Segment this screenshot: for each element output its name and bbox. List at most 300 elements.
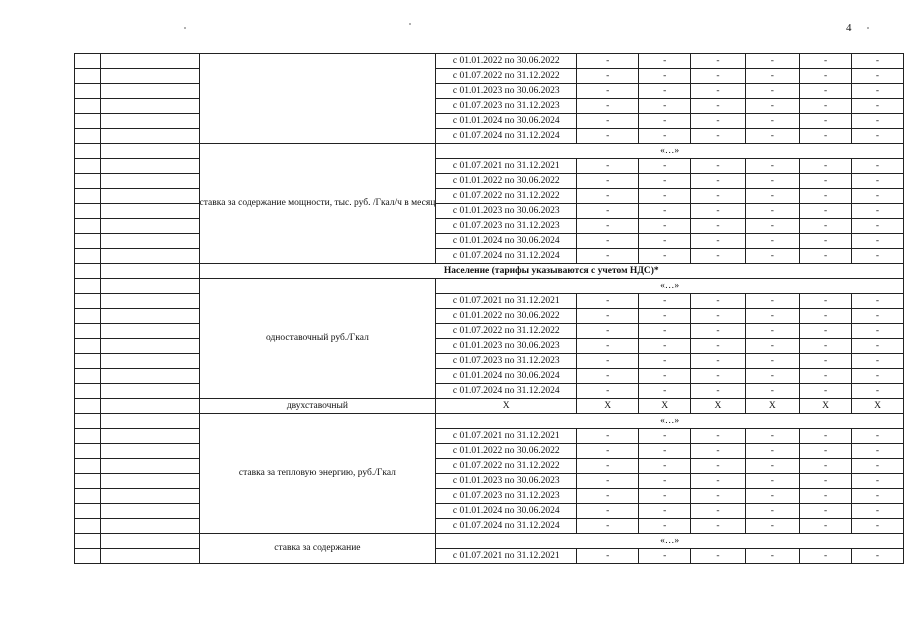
number-cell xyxy=(75,174,101,189)
value-cell: - xyxy=(745,324,799,339)
value-cell: - xyxy=(745,369,799,384)
value-cell: - xyxy=(745,354,799,369)
value-cell: - xyxy=(852,204,904,219)
table-row xyxy=(75,249,904,264)
period-cell: с 01.07.2022 по 31.12.2022 xyxy=(436,324,577,339)
value-cell: - xyxy=(745,444,799,459)
name-cell xyxy=(100,339,199,354)
value-cell: - xyxy=(577,174,639,189)
value-cell: - xyxy=(577,459,639,474)
value-cell: - xyxy=(639,234,691,249)
table-row xyxy=(75,129,904,144)
name-cell xyxy=(100,369,199,384)
scan-speck xyxy=(409,23,411,25)
period-cell: с 01.07.2023 по 31.12.2023 xyxy=(436,99,577,114)
table-row xyxy=(75,354,904,369)
name-cell xyxy=(100,414,199,429)
section-heading: Население (тарифы указываются с учетом НДС)* xyxy=(199,264,903,279)
value-cell: - xyxy=(639,189,691,204)
value-cell: - xyxy=(639,159,691,174)
category-cell xyxy=(199,54,436,144)
value-cell: - xyxy=(745,459,799,474)
value-cell: - xyxy=(577,249,639,264)
value-cell: - xyxy=(577,189,639,204)
value-cell: - xyxy=(577,519,639,534)
value-cell: - xyxy=(577,234,639,249)
name-cell xyxy=(100,114,199,129)
value-cell: - xyxy=(691,504,745,519)
number-cell xyxy=(75,549,101,564)
value-cell: - xyxy=(691,459,745,474)
value-cell: - xyxy=(852,219,904,234)
value-cell: - xyxy=(639,339,691,354)
value-cell: - xyxy=(852,54,904,69)
period-cell: с 01.07.2021 по 31.12.2021 xyxy=(436,159,577,174)
value-cell: - xyxy=(852,249,904,264)
value-cell: - xyxy=(577,354,639,369)
number-cell xyxy=(75,189,101,204)
value-cell: - xyxy=(691,309,745,324)
value-cell: - xyxy=(800,189,852,204)
number-cell xyxy=(75,279,101,294)
name-cell xyxy=(100,69,199,84)
number-cell xyxy=(75,114,101,129)
value-cell: - xyxy=(639,99,691,114)
number-cell xyxy=(75,99,101,114)
value-cell: - xyxy=(691,294,745,309)
number-cell xyxy=(75,444,101,459)
table-row xyxy=(75,54,904,69)
value-cell: - xyxy=(691,159,745,174)
value-cell: - xyxy=(852,549,904,564)
value-cell: - xyxy=(577,114,639,129)
table-row xyxy=(75,234,904,249)
ellipsis-cell: «…» xyxy=(436,279,904,294)
table-row xyxy=(75,369,904,384)
value-cell: - xyxy=(852,354,904,369)
value-cell: - xyxy=(691,114,745,129)
value-cell: - xyxy=(800,549,852,564)
value-cell: - xyxy=(800,84,852,99)
number-cell xyxy=(75,234,101,249)
number-cell xyxy=(75,294,101,309)
value-cell: - xyxy=(800,69,852,84)
number-cell xyxy=(75,474,101,489)
value-cell: - xyxy=(691,369,745,384)
value-cell: - xyxy=(639,384,691,399)
value-cell: - xyxy=(800,159,852,174)
value-cell: - xyxy=(639,204,691,219)
table-row xyxy=(75,189,904,204)
period-cell: с 01.07.2021 по 31.12.2021 xyxy=(436,294,577,309)
number-cell xyxy=(75,459,101,474)
table-row xyxy=(75,324,904,339)
name-cell xyxy=(100,249,199,264)
value-cell: - xyxy=(800,474,852,489)
value-cell: - xyxy=(800,294,852,309)
value-cell: Х xyxy=(691,399,745,414)
value-cell: - xyxy=(745,474,799,489)
name-cell xyxy=(100,144,199,159)
value-cell: - xyxy=(800,369,852,384)
value-cell: - xyxy=(691,549,745,564)
period-cell: с 01.01.2023 по 30.06.2023 xyxy=(436,84,577,99)
period-cell: с 01.01.2022 по 30.06.2022 xyxy=(436,54,577,69)
value-cell: - xyxy=(691,324,745,339)
value-cell: - xyxy=(691,234,745,249)
number-cell xyxy=(75,504,101,519)
value-cell: - xyxy=(577,504,639,519)
number-cell xyxy=(75,384,101,399)
number-cell xyxy=(75,354,101,369)
value-cell: - xyxy=(577,69,639,84)
value-cell: - xyxy=(577,369,639,384)
value-cell: - xyxy=(639,84,691,99)
value-cell: - xyxy=(852,519,904,534)
value-cell: - xyxy=(852,294,904,309)
number-cell xyxy=(75,69,101,84)
name-cell xyxy=(100,519,199,534)
period-cell: с 01.01.2022 по 30.06.2022 xyxy=(436,174,577,189)
period-cell: с 01.01.2023 по 30.06.2023 xyxy=(436,204,577,219)
value-cell: - xyxy=(800,204,852,219)
table-row xyxy=(75,444,904,459)
number-cell xyxy=(75,324,101,339)
number-cell xyxy=(75,84,101,99)
table-row xyxy=(75,294,904,309)
value-cell: - xyxy=(691,249,745,264)
value-cell: - xyxy=(577,99,639,114)
value-cell: - xyxy=(745,234,799,249)
value-cell: - xyxy=(691,69,745,84)
value-cell: - xyxy=(852,384,904,399)
name-cell xyxy=(100,129,199,144)
number-cell xyxy=(75,159,101,174)
value-cell: - xyxy=(745,174,799,189)
value-cell: - xyxy=(691,384,745,399)
value-cell: - xyxy=(745,309,799,324)
page-number: 4 xyxy=(846,22,852,34)
value-cell: - xyxy=(639,309,691,324)
value-cell: - xyxy=(745,429,799,444)
value-cell: - xyxy=(639,219,691,234)
table-row xyxy=(75,384,904,399)
number-cell xyxy=(75,249,101,264)
value-cell: - xyxy=(639,549,691,564)
name-cell xyxy=(100,474,199,489)
name-cell xyxy=(100,444,199,459)
number-cell xyxy=(75,369,101,384)
period-cell: с 01.07.2024 по 31.12.2024 xyxy=(436,129,577,144)
value-cell: - xyxy=(800,234,852,249)
value-cell: - xyxy=(852,174,904,189)
value-cell: - xyxy=(852,69,904,84)
name-cell xyxy=(100,99,199,114)
value-cell: - xyxy=(691,189,745,204)
number-cell xyxy=(75,414,101,429)
name-cell xyxy=(100,399,199,414)
period-cell: с 01.07.2023 по 31.12.2023 xyxy=(436,219,577,234)
value-cell: - xyxy=(691,204,745,219)
period-cell: с 01.01.2022 по 30.06.2022 xyxy=(436,309,577,324)
value-cell: - xyxy=(852,444,904,459)
value-cell: - xyxy=(691,84,745,99)
value-cell: - xyxy=(852,159,904,174)
period-cell: с 01.07.2021 по 31.12.2021 xyxy=(436,429,577,444)
value-cell: - xyxy=(639,489,691,504)
value-cell: - xyxy=(745,54,799,69)
name-cell xyxy=(100,294,199,309)
number-cell xyxy=(75,54,101,69)
value-cell: - xyxy=(639,474,691,489)
value-cell: - xyxy=(691,54,745,69)
value-cell: - xyxy=(577,204,639,219)
value-cell: - xyxy=(691,489,745,504)
value-cell: - xyxy=(691,339,745,354)
value-cell: - xyxy=(745,489,799,504)
period-cell: с 01.01.2023 по 30.06.2023 xyxy=(436,474,577,489)
period-cell: с 01.07.2024 по 31.12.2024 xyxy=(436,519,577,534)
value-cell: Х xyxy=(639,399,691,414)
period-cell: с 01.01.2024 по 30.06.2024 xyxy=(436,114,577,129)
value-cell: - xyxy=(745,204,799,219)
value-cell: - xyxy=(691,99,745,114)
value-cell: - xyxy=(691,174,745,189)
table-row xyxy=(75,69,904,84)
table-row xyxy=(75,399,904,414)
value-cell: - xyxy=(691,429,745,444)
table-row xyxy=(75,159,904,174)
value-cell: - xyxy=(800,174,852,189)
table-row xyxy=(75,309,904,324)
value-cell: - xyxy=(852,429,904,444)
value-cell: - xyxy=(745,249,799,264)
scan-speck xyxy=(184,27,186,29)
number-cell xyxy=(75,204,101,219)
period-cell: с 01.01.2024 по 30.06.2024 xyxy=(436,234,577,249)
value-cell: - xyxy=(800,99,852,114)
value-cell: - xyxy=(745,114,799,129)
value-cell: - xyxy=(800,459,852,474)
value-cell: - xyxy=(800,384,852,399)
value-cell: - xyxy=(745,219,799,234)
value-cell: - xyxy=(639,249,691,264)
value-cell: - xyxy=(800,519,852,534)
value-cell: - xyxy=(745,84,799,99)
value-cell: - xyxy=(800,354,852,369)
period-cell: с 01.01.2022 по 30.06.2022 xyxy=(436,444,577,459)
value-cell: Х xyxy=(745,399,799,414)
period-cell: с 01.01.2024 по 30.06.2024 xyxy=(436,504,577,519)
value-cell: - xyxy=(577,309,639,324)
value-cell: - xyxy=(577,384,639,399)
value-cell: - xyxy=(691,444,745,459)
value-cell: - xyxy=(691,474,745,489)
heat-rate-label: ставка за тепловую энергию, руб./Гкал xyxy=(199,414,436,534)
value-cell: - xyxy=(577,429,639,444)
value-cell: - xyxy=(639,324,691,339)
value-cell: - xyxy=(852,324,904,339)
value-cell: - xyxy=(577,84,639,99)
value-cell: - xyxy=(852,309,904,324)
value-cell: - xyxy=(745,549,799,564)
table-row xyxy=(75,429,904,444)
number-cell xyxy=(75,534,101,549)
table-row xyxy=(75,219,904,234)
value-cell: - xyxy=(852,129,904,144)
value-cell: - xyxy=(577,489,639,504)
value-cell: - xyxy=(691,129,745,144)
period-cell: с 01.07.2022 по 31.12.2022 xyxy=(436,69,577,84)
name-cell xyxy=(100,159,199,174)
period-cell: с 01.07.2023 по 31.12.2023 xyxy=(436,354,577,369)
value-cell: - xyxy=(745,159,799,174)
number-cell xyxy=(75,339,101,354)
name-cell xyxy=(100,429,199,444)
value-cell: Х xyxy=(577,399,639,414)
value-cell: Х xyxy=(800,399,852,414)
table-row xyxy=(75,144,904,159)
name-cell xyxy=(100,279,199,294)
value-cell: - xyxy=(852,234,904,249)
value-cell: - xyxy=(745,69,799,84)
value-cell: - xyxy=(800,54,852,69)
table-row xyxy=(75,204,904,219)
value-cell: - xyxy=(800,324,852,339)
value-cell: - xyxy=(639,519,691,534)
value-cell: - xyxy=(800,489,852,504)
number-cell xyxy=(75,429,101,444)
name-cell xyxy=(100,384,199,399)
value-cell: - xyxy=(577,444,639,459)
name-cell xyxy=(100,489,199,504)
value-cell: - xyxy=(852,474,904,489)
value-cell: - xyxy=(745,519,799,534)
name-cell xyxy=(100,504,199,519)
period-cell: с 01.01.2023 по 30.06.2023 xyxy=(436,339,577,354)
value-cell: Х xyxy=(852,399,904,414)
number-cell xyxy=(75,519,101,534)
number-cell xyxy=(75,399,101,414)
value-cell: - xyxy=(745,189,799,204)
value-cell: - xyxy=(639,444,691,459)
value-cell: - xyxy=(852,189,904,204)
name-cell xyxy=(100,234,199,249)
name-cell xyxy=(100,219,199,234)
value-cell: - xyxy=(745,504,799,519)
value-cell: - xyxy=(639,174,691,189)
value-cell: - xyxy=(577,294,639,309)
period-cell: с 01.07.2021 по 31.12.2021 xyxy=(436,549,577,564)
number-cell xyxy=(75,264,101,279)
table-row xyxy=(75,549,904,564)
x-mark-cell: Х xyxy=(436,399,577,414)
ellipsis-cell: «…» xyxy=(436,534,904,549)
value-cell: - xyxy=(852,339,904,354)
power-rate-label: ставка за содержание мощности, тыс. руб. /Гкал/ч в месяц xyxy=(199,144,436,264)
table-row xyxy=(75,414,904,429)
value-cell: - xyxy=(577,129,639,144)
single-rate-label: одноставочный руб./Гкал xyxy=(199,279,436,399)
table-row xyxy=(75,504,904,519)
name-cell xyxy=(100,84,199,99)
value-cell: - xyxy=(852,84,904,99)
value-cell: - xyxy=(639,69,691,84)
table-row xyxy=(75,459,904,474)
table-row xyxy=(75,84,904,99)
name-cell xyxy=(100,354,199,369)
table-row xyxy=(75,339,904,354)
value-cell: - xyxy=(800,309,852,324)
name-cell xyxy=(100,309,199,324)
table-row xyxy=(75,99,904,114)
name-cell xyxy=(100,549,199,564)
value-cell: - xyxy=(691,519,745,534)
value-cell: - xyxy=(800,339,852,354)
value-cell: - xyxy=(691,354,745,369)
value-cell: - xyxy=(639,354,691,369)
value-cell: - xyxy=(639,369,691,384)
value-cell: - xyxy=(800,444,852,459)
value-cell: - xyxy=(852,369,904,384)
ellipsis-cell: «…» xyxy=(436,144,904,159)
value-cell: - xyxy=(745,339,799,354)
value-cell: - xyxy=(577,474,639,489)
name-cell xyxy=(100,264,199,279)
value-cell: - xyxy=(800,114,852,129)
name-cell xyxy=(100,174,199,189)
number-cell xyxy=(75,489,101,504)
period-cell: с 01.07.2023 по 31.12.2023 xyxy=(436,489,577,504)
value-cell: - xyxy=(800,504,852,519)
name-cell xyxy=(100,459,199,474)
value-cell: - xyxy=(800,429,852,444)
value-cell: - xyxy=(639,459,691,474)
period-cell: с 01.07.2024 по 31.12.2024 xyxy=(436,249,577,264)
value-cell: - xyxy=(577,159,639,174)
name-cell xyxy=(100,54,199,69)
name-cell xyxy=(100,204,199,219)
number-cell xyxy=(75,219,101,234)
value-cell: - xyxy=(745,294,799,309)
tariff-table xyxy=(74,53,904,564)
table-row xyxy=(75,114,904,129)
table-row xyxy=(75,279,904,294)
value-cell: - xyxy=(800,219,852,234)
name-cell xyxy=(100,189,199,204)
value-cell: - xyxy=(852,504,904,519)
value-cell: - xyxy=(639,504,691,519)
value-cell: - xyxy=(745,99,799,114)
period-cell: с 01.07.2022 по 31.12.2022 xyxy=(436,189,577,204)
number-cell xyxy=(75,144,101,159)
value-cell: - xyxy=(800,129,852,144)
name-cell xyxy=(100,324,199,339)
value-cell: - xyxy=(577,549,639,564)
value-cell: - xyxy=(639,429,691,444)
number-cell xyxy=(75,309,101,324)
scan-speck xyxy=(867,27,869,29)
period-cell: с 01.07.2024 по 31.12.2024 xyxy=(436,384,577,399)
number-cell xyxy=(75,129,101,144)
value-cell: - xyxy=(800,249,852,264)
ellipsis-cell: «…» xyxy=(436,414,904,429)
value-cell: - xyxy=(639,54,691,69)
value-cell: - xyxy=(639,129,691,144)
value-cell: - xyxy=(577,54,639,69)
value-cell: - xyxy=(745,384,799,399)
value-cell: - xyxy=(577,339,639,354)
